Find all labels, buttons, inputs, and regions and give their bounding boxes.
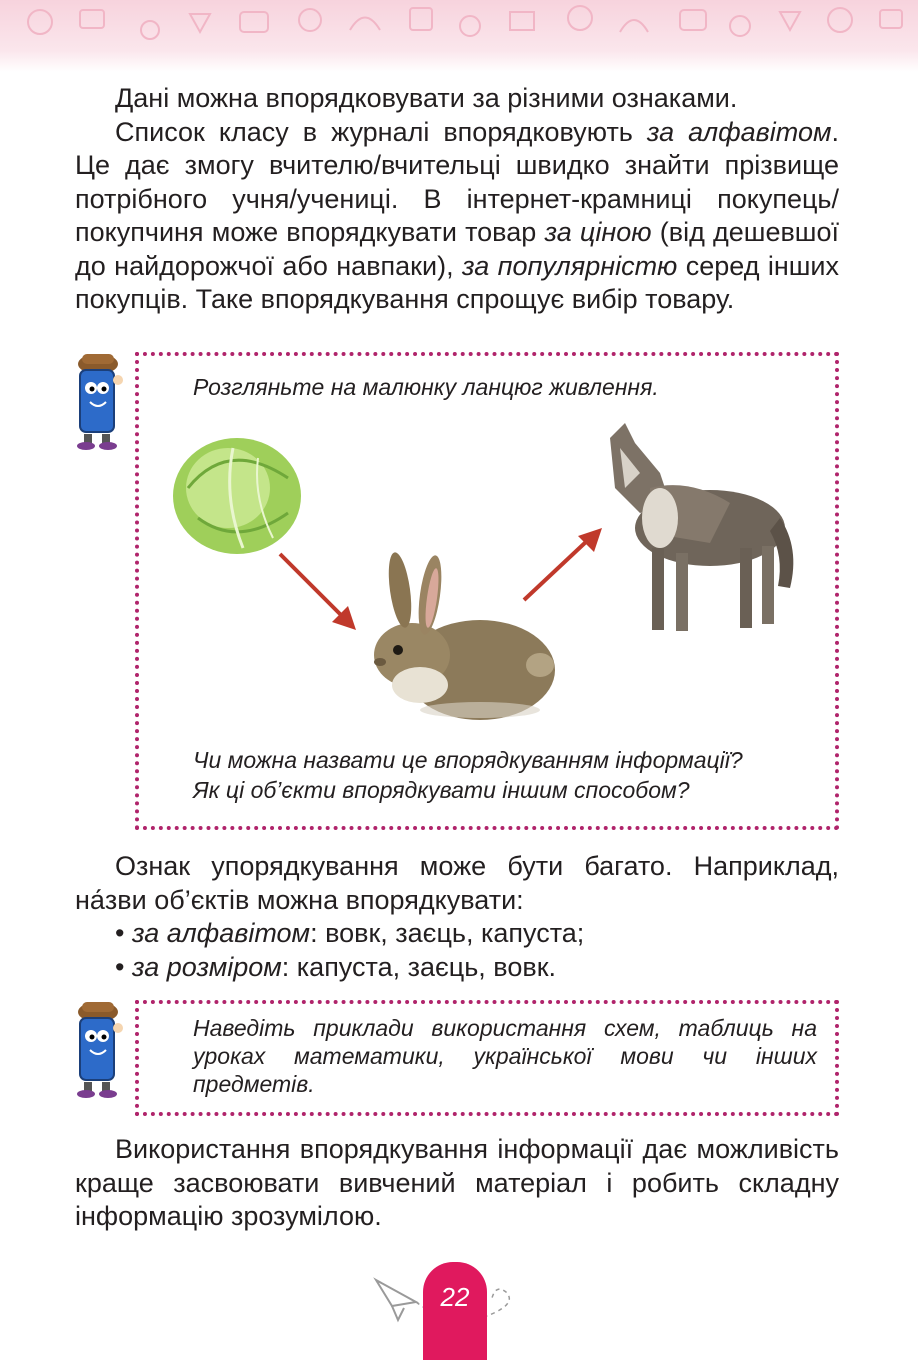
bullet-alphabet-text: : вовк, заєць, капуста; [310,918,585,948]
text-span: . Це дає змогу вчителю/вчительці швидко знайти прізвище потрібного учня/учениці. В інтернет-крамниці покупець/покупчиня може впорядкувати товар [75,116,839,247]
emphasis-alphabet-2: за алфавітом [131,918,311,948]
food-chain-heading: Розгляньте на малюнку ланцюг живлення. [193,374,659,400]
wolf-image [590,418,800,643]
text-span: (від дешевшої до найдорожчої або навпаки), [75,217,839,281]
class-list-text [75,116,839,317]
intro-paragraph [75,82,839,317]
bullet-size: • за розміром: капуста, заєць, вовк. [115,951,557,982]
detective-phone-mascot-icon [70,350,126,452]
bullet-size-text: : капуста, заєць, вовк. [281,951,557,982]
text-span: Список класу в журналі впорядковують [115,116,647,147]
text-span: серед інших покупців. Таке впорядкування спрощує вибір товару. [75,250,840,314]
intro-line: Дані можна впорядковувати за різними ознаками. [115,83,738,113]
page-number-tab [423,1262,487,1360]
food-chain-question-2: Як ці об’єкти впорядкувати іншим способом? [193,777,690,803]
conclusion-paragraph [75,1133,839,1234]
ordering-paragraph [75,850,839,984]
bullet-alphabet: • за алфавітом: вовк, заєць, капуста; [115,918,585,948]
food-chain-question-1: Чи можна назвати це впорядкуванням інформації? [193,747,743,773]
emphasis-popularity: за популярністю [461,250,678,281]
task-text: Наведіть приклади використання схем, таблиць на уроках математики, української мови чи інших предметів. [193,1015,817,1097]
page-number: 22 [440,1282,470,1312]
emphasis-price: за ціною [544,217,652,247]
arrow-to-rabbit [274,548,360,634]
emphasis-alphabet: за алфавітом [646,116,832,147]
header-doodles [0,0,918,60]
conclusion-text: Використання впорядкування інформації дає можливість краще засвоювати вивчений матеріал і робить складну інформацію зрозумілою. [75,1134,839,1231]
emphasis-size: за розміром [131,951,282,982]
cabbage-image [168,428,306,558]
ordering-intro: Ознак упорядкування може бути багато. Наприклад, на́зви об’єктів можна впорядкувати: [75,851,839,915]
header-decor-band [0,0,918,72]
detective-phone-mascot-icon [70,998,126,1100]
